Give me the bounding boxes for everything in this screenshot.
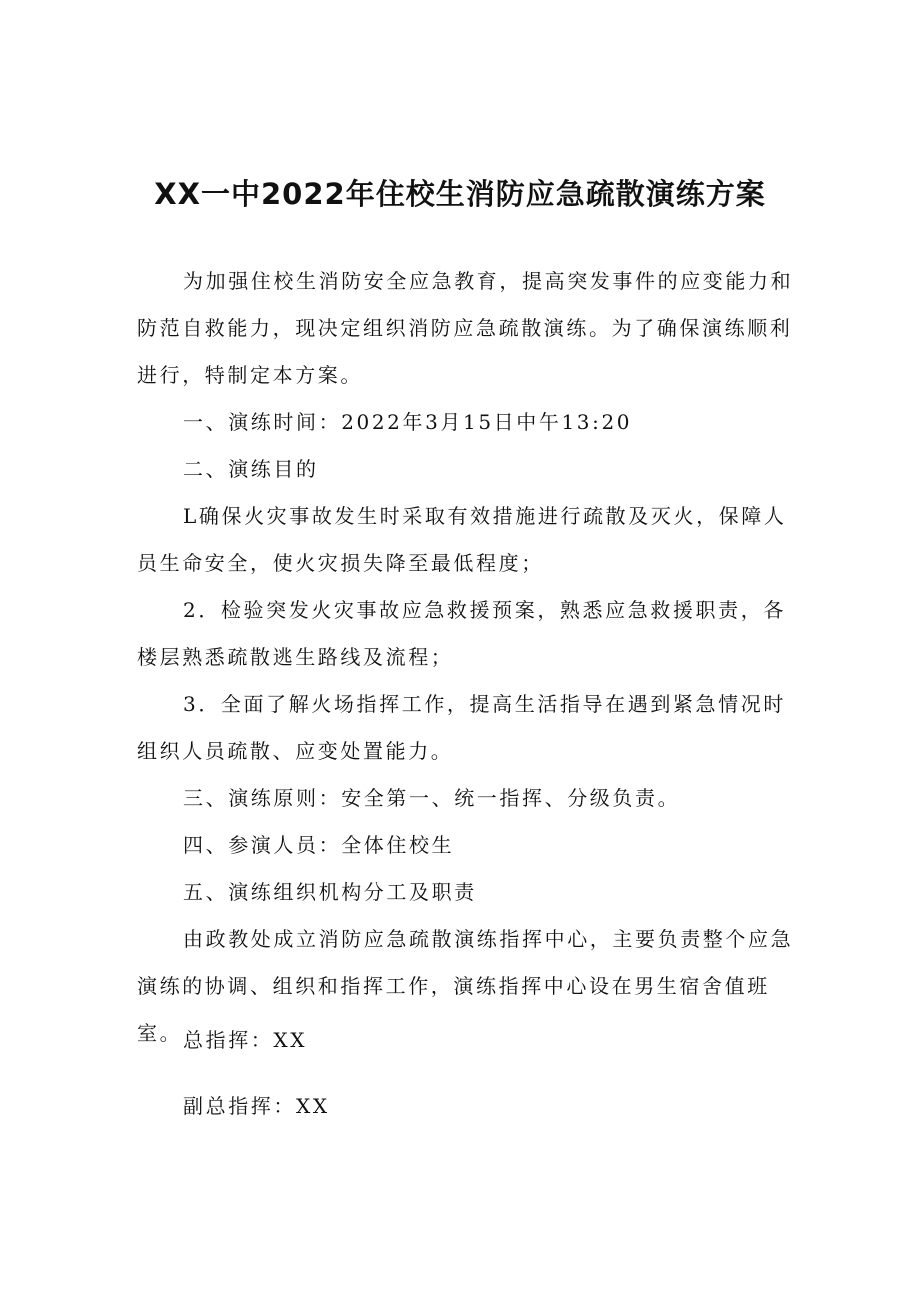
section-purpose-heading: 二、演练目的: [183, 457, 319, 481]
drill-principles: 三、演练原则：安全第一、统一指挥、分级负责。: [183, 786, 681, 810]
intro-paragraph: 为加强住校生消防安全应急教育，提高突发事件的应变能力和防范自救能力，现决定组织消防应急疏散演练。为了确保演练顺利进行，特制定本方案。: [137, 269, 794, 387]
purpose-item-2: 2．检验突发火灾事故应急救援预案，熟悉应急救援职责，各楼层熟悉疏散逃生路线及流程；: [137, 598, 786, 669]
purpose-item-3: 3．全面了解火场指挥工作，提高生活指导在遇到紧急情况时组织人员疏散、应变处置能力。: [137, 692, 786, 763]
drill-time: 一、演练时间：2022年3月15日中午13:20: [183, 410, 633, 434]
drill-participants: 四、参演人员：全体住校生: [183, 833, 455, 857]
organization-paragraph: 由政教处成立消防应急疏散演练指挥中心，主要负责整个应急演练的协调、组织和指挥工作，演练指挥中心设在男生宿舍值班室。: [137, 927, 794, 1045]
chief-commander: 总指挥：XX: [183, 1028, 308, 1052]
section-organization-heading: 五、演练组织机构分工及职责: [183, 880, 477, 904]
deputy-commander: 副总指挥：XX: [183, 1094, 330, 1118]
document-title: XX一中2022年住校生消防应急疏散演练方案: [154, 177, 766, 211]
purpose-item-1: L确保火灾事故发生时采取有效措施进行疏散及灭火，保障人员生命安全，使火灾损失降至最低程度；: [137, 504, 787, 575]
